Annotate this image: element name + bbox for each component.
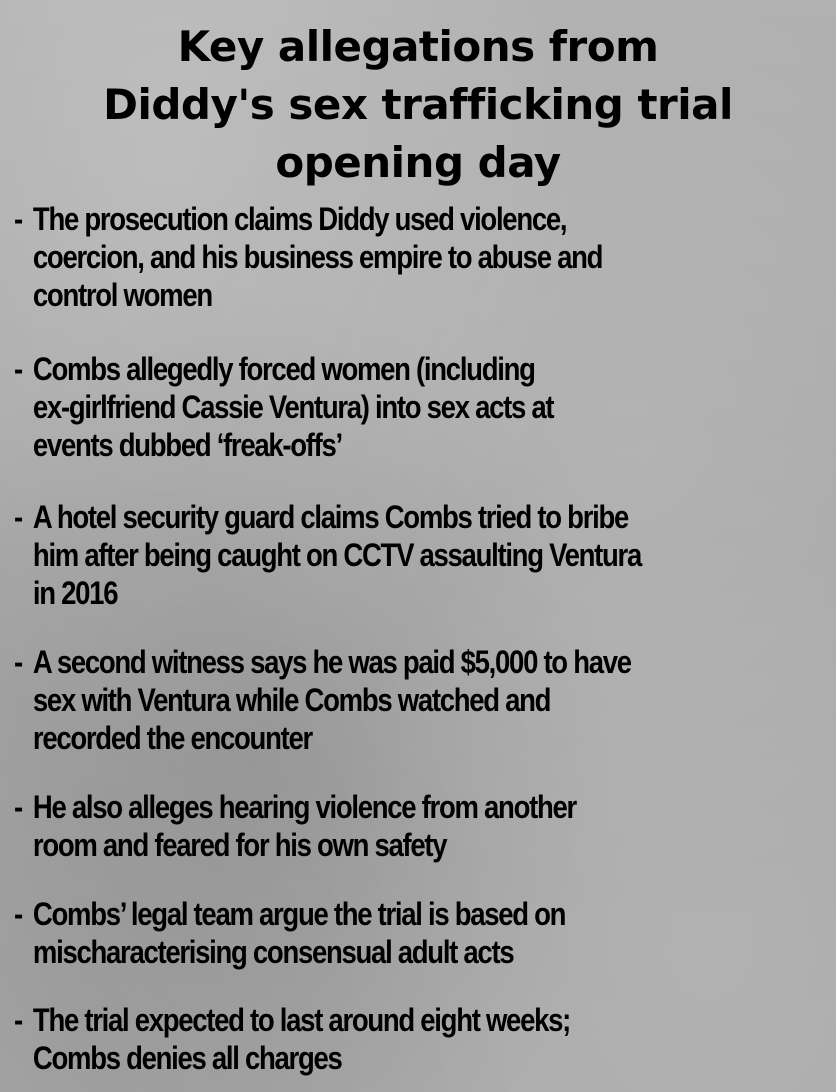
allegation-line: mischaracterising consensual adult acts: [32, 934, 514, 970]
allegation-line: control women: [32, 277, 212, 313]
allegation-line: A hotel security guard claims Combs tried to bribe: [32, 499, 629, 535]
allegation-line: him after being caught on CCTV assaulting Ventura: [32, 537, 641, 573]
allegation-line: room and feared for his own safety: [32, 827, 447, 863]
allegation-line: recorded the encounter: [32, 720, 312, 756]
allegation-item: [14, 1001, 828, 1077]
allegation-item: [14, 895, 828, 971]
allegation-line: Combs allegedly forced women (including: [32, 351, 535, 387]
allegation-line: The trial expected to last around eight weeks;: [32, 1002, 570, 1038]
allegation-item: [14, 788, 828, 864]
allegation-line: He also alleges hearing violence from another: [32, 789, 576, 825]
page-title: [0, 18, 836, 192]
allegation-line: Combs denies all charges: [32, 1040, 342, 1076]
allegation-line: in 2016: [32, 575, 118, 611]
allegation-line: ex-girlfriend Cassie Ventura) into sex acts at: [32, 389, 554, 425]
allegation-line: events dubbed ‘freak-offs’: [32, 427, 342, 463]
bullet-dash: -: [14, 1002, 22, 1038]
title-line: Diddy's sex trafficking trial: [103, 80, 733, 129]
allegation-item: [14, 643, 828, 757]
bullet-dash: -: [14, 351, 22, 387]
allegation-line: The prosecution claims Diddy used violence,: [32, 201, 567, 237]
bullet-dash: -: [14, 644, 22, 680]
bullet-dash: -: [14, 896, 22, 932]
title-line: opening day: [275, 138, 561, 187]
allegation-item: [14, 200, 828, 314]
allegation-line: Combs’ legal team argue the trial is based on: [32, 896, 566, 932]
bullet-dash: -: [14, 789, 22, 825]
allegation-line: A second witness says he was paid $5,000 to have: [32, 644, 631, 680]
bullet-dash: -: [14, 201, 22, 237]
allegation-line: sex with Ventura while Combs watched and: [32, 682, 551, 718]
allegation-line: coercion, and his business empire to abuse and: [32, 239, 603, 275]
allegation-item: [14, 350, 828, 464]
allegation-item: [14, 498, 828, 612]
bullet-dash: -: [14, 499, 22, 535]
title-line: Key allegations from: [177, 22, 659, 71]
